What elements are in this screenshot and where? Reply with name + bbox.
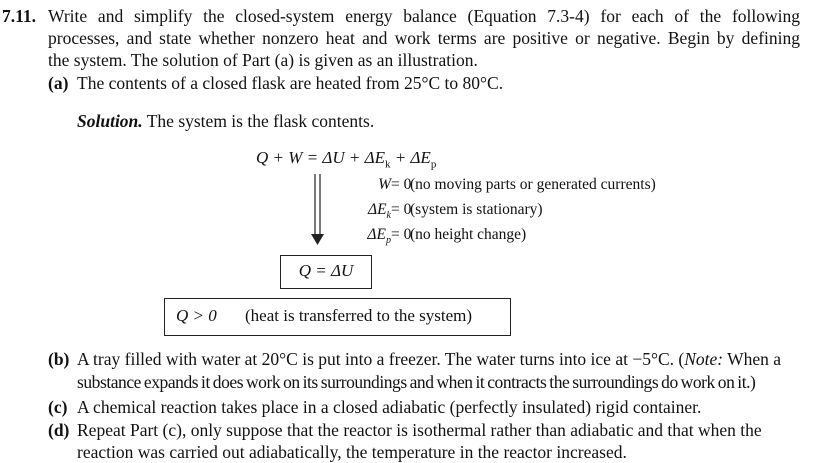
part-c-label: (c) <box>48 397 68 417</box>
sign-box <box>164 298 511 336</box>
condition-ek-eq: = 0 <box>391 201 412 218</box>
balance-plus-ep: + ΔE <box>394 148 431 167</box>
part-d-line-2: reaction was carried out adiabatically, the temperature in the reactor increased. <box>77 442 627 462</box>
condition-ep-reason: (no height change) <box>410 226 527 243</box>
balance-sub-k: k <box>384 158 391 171</box>
part-b-line-2: substance expands it does work on its surroundings and when it contracts the surroundings do work on it.) <box>77 372 756 392</box>
condition-w-lhs: W <box>378 176 391 193</box>
problem-intro-line-1: Write and simplify the closed-system energy balance (Equation 7.3-4) for each of the following <box>48 6 800 26</box>
balance-main: Q + W = ΔU + ΔE <box>256 148 385 167</box>
part-b-label: (b) <box>48 349 70 369</box>
problem-intro-line-3: the system. The solution of Part (a) is given as an illustration. <box>48 50 478 70</box>
solution-label: Solution. <box>77 111 143 131</box>
condition-ek-lhs: $\Delta E_k$ <box>367 201 391 222</box>
energy-balance-equation <box>256 148 436 170</box>
implication-arrow-icon <box>311 174 325 246</box>
condition-ek-reason: (system is stationary) <box>410 201 543 218</box>
condition-w-eq: = 0 <box>391 176 412 193</box>
part-d-label: (d) <box>48 420 70 440</box>
solution-line <box>77 110 374 132</box>
condition-ep-eq: = 0 <box>391 226 412 243</box>
condition-ep-lhs: $\Delta E_p$ <box>367 226 391 247</box>
part-a-text: The contents of a closed flask are heated from 25°C to 80°C. <box>77 73 504 93</box>
result-box <box>280 255 372 289</box>
result-box-text: Q = ΔU <box>298 261 354 280</box>
balance-sub-p: p <box>430 158 437 171</box>
part-a-label: (a) <box>48 73 69 93</box>
solution-text: The system is the flask contents. <box>146 111 375 131</box>
problem-intro-line-2: processes, and state whether nonzero heat and work terms are positive or negative. Begin by defining <box>48 28 800 48</box>
part-c-text: A chemical reaction takes place in a closed adiabatic (perfectly insulated) rigid container. <box>77 397 702 417</box>
sign-box-reason: (heat is transferred to the system) <box>245 306 473 325</box>
part-b-line-1: A tray filled with water at 20°C is put into a freezer. The water turns into ice at −5°C. (Note: When a <box>77 349 782 369</box>
condition-w-reason: (no moving parts or generated currents) <box>410 176 656 193</box>
problem-number: 7.11. <box>2 6 37 26</box>
sign-box-expr: Q > 0 <box>176 306 217 325</box>
note-label: Note: <box>684 349 724 369</box>
part-d-line-1: Repeat Part (c), only suppose that the reactor is isothermal rather than adiabatic and that when the <box>77 420 762 440</box>
